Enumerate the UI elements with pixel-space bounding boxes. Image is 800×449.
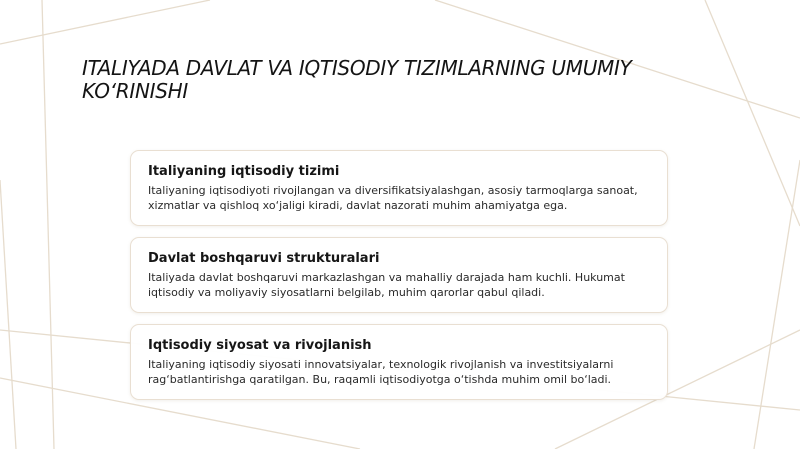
info-card-government-structures: [130, 237, 668, 313]
card-heading: Italiyaning iqtisodiy tizimi: [148, 164, 340, 179]
slide-title: ITALIYADA DAVLAT VA IQTISODIY TIZIMLARNING UMUMIY KO‘RINISHI: [82, 56, 632, 103]
card-text: Italiyaning iqtisodiyoti rivojlangan va diversifikatsiyalashgan, asosiy tarmoqlarga sanoat, xizmatlar va qishloq xo‘jaligi kiradi, davlat nazorati muhim ahamiyatga ega.: [148, 184, 638, 212]
card-text: Italiyaning iqtisodiy siyosati innovatsiyalar, texnologik rivojlanish va investitsiyalarni rag‘batlantirishga qaratilgan. Bu, raqamli iqtisodiyotga o‘tishda muhim omil bo‘ladi.: [148, 358, 614, 386]
card-heading: Davlat boshqaruvi strukturalari: [148, 251, 380, 266]
card-heading: Iqtisodiy siyosat va rivojlanish: [148, 338, 372, 353]
info-card-economic-policy: [130, 324, 668, 400]
card-text: Italiyada davlat boshqaruvi markazlashgan va mahalliy darajada ham kuchli. Hukumat iqtisodiy va moliyaviy siyosatlarni belgilab, muhim qarorlar qabul qiladi.: [148, 271, 625, 299]
info-card-economic-system: [130, 150, 668, 226]
